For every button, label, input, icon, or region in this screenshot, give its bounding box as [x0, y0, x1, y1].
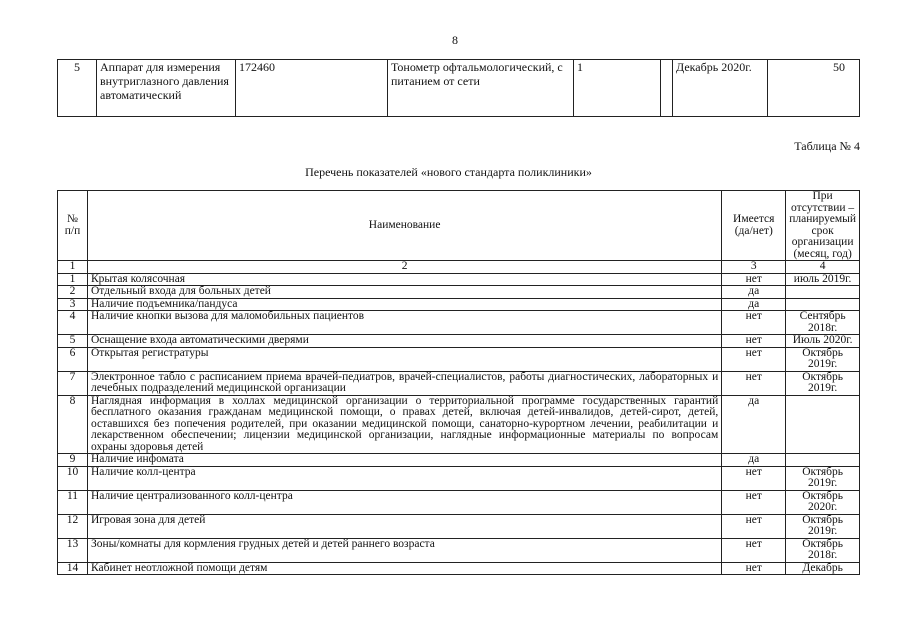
- equipment-name: Аппарат для измерения внутриглазного давления автоматический: [97, 60, 236, 117]
- table-row: [58, 273, 860, 286]
- page-number: 8: [452, 33, 458, 47]
- row-has: нет: [722, 311, 786, 335]
- table-row: [58, 335, 860, 348]
- row-has: нет: [722, 538, 786, 562]
- row-name: Оснащение входа автоматическими дверями: [88, 335, 722, 348]
- row-plan: [786, 286, 860, 299]
- row-name: Зоны/комнаты для кормления грудных детей и детей раннего возраста: [88, 538, 722, 562]
- row-plan: Декабрь: [786, 562, 860, 575]
- row-has: нет: [722, 335, 786, 348]
- row-name: Наличие колл-центра: [88, 466, 722, 490]
- row-num: 9: [58, 454, 88, 467]
- table-row: [58, 454, 860, 467]
- row-has: нет: [722, 273, 786, 286]
- row-has: нет: [722, 562, 786, 575]
- row-name: Игровая зона для детей: [88, 514, 722, 538]
- row-plan: Октябрь 2019г.: [786, 347, 860, 371]
- row-has: нет: [722, 466, 786, 490]
- table-row: [58, 538, 860, 562]
- row-plan: Октябрь 2018г.: [786, 538, 860, 562]
- table-row: [58, 60, 860, 117]
- table-title: Перечень показателей «нового стандарта поликлиники»: [305, 165, 592, 179]
- row-num: 11: [58, 490, 88, 514]
- row-has: нет: [722, 347, 786, 371]
- equipment-quantity: 1: [574, 60, 661, 117]
- row-num: 8: [58, 395, 88, 454]
- row-plan: [786, 454, 860, 467]
- row-plan: Октябрь 2019г.: [786, 514, 860, 538]
- table-row: [58, 514, 860, 538]
- row-has: да: [722, 454, 786, 467]
- row-name: Открытая регистратуры: [88, 347, 722, 371]
- equipment-table: [57, 59, 860, 117]
- row-plan: июль 2019г.: [786, 273, 860, 286]
- row-name: Электронное табло с расписанием приема врачей-педиатров, врачей-специалистов, работы диагностических, лабораторных и лечебных подразделений медицинской организации: [88, 371, 722, 395]
- table-row: [58, 395, 860, 454]
- header-name: Наименование: [88, 191, 722, 261]
- equipment-num: 5: [58, 60, 97, 117]
- row-name: Наличие кнопки вызова для маломобильных пациентов: [88, 311, 722, 335]
- row-has: да: [722, 298, 786, 311]
- row-name: Отдельный входа для больных детей: [88, 286, 722, 299]
- table-row: [58, 311, 860, 335]
- row-has: нет: [722, 490, 786, 514]
- row-plan: [786, 298, 860, 311]
- row-plan: Октябрь 2019г.: [786, 371, 860, 395]
- row-num: 5: [58, 335, 88, 348]
- row-has: да: [722, 286, 786, 299]
- row-has: нет: [722, 371, 786, 395]
- column-index: 1: [58, 261, 88, 274]
- row-has: нет: [722, 514, 786, 538]
- column-index-row: [58, 261, 860, 274]
- row-plan: Сентябрь 2018г.: [786, 311, 860, 335]
- row-num: 1: [58, 273, 88, 286]
- row-plan: Октябрь 2019г.: [786, 466, 860, 490]
- row-plan: Июль 2020г.: [786, 335, 860, 348]
- row-num: 6: [58, 347, 88, 371]
- row-num: 10: [58, 466, 88, 490]
- equipment-code: 172460: [236, 60, 388, 117]
- header-plan: При отсутствии – планируемый срок организации (месяц, год): [786, 191, 860, 261]
- equipment-empty: [661, 60, 673, 117]
- row-num: 3: [58, 298, 88, 311]
- table-row: [58, 371, 860, 395]
- table-label: Таблица № 4: [794, 139, 860, 153]
- table-row: [58, 347, 860, 371]
- header-row: [58, 191, 860, 261]
- row-plan: [786, 395, 860, 454]
- table-row: [58, 286, 860, 299]
- header-num: № п/п: [58, 191, 88, 261]
- equipment-amount: 50: [768, 60, 860, 117]
- row-num: 13: [58, 538, 88, 562]
- equipment-description: Тонометр офтальмологический, с питанием от сети: [388, 60, 574, 117]
- row-name: Крытая колясочная: [88, 273, 722, 286]
- row-name: Наличие инфомата: [88, 454, 722, 467]
- row-num: 12: [58, 514, 88, 538]
- column-index: 4: [786, 261, 860, 274]
- column-index: 2: [88, 261, 722, 274]
- row-plan: Октябрь 2020г.: [786, 490, 860, 514]
- column-index: 3: [722, 261, 786, 274]
- table-row: [58, 298, 860, 311]
- table-row: [58, 562, 860, 575]
- row-name: Наличие подъемника/пандуса: [88, 298, 722, 311]
- indicators-table: [57, 190, 860, 575]
- row-num: 14: [58, 562, 88, 575]
- table-row: [58, 466, 860, 490]
- row-has: да: [722, 395, 786, 454]
- row-name: Кабинет неотложной помощи детям: [88, 562, 722, 575]
- row-num: 7: [58, 371, 88, 395]
- row-num: 4: [58, 311, 88, 335]
- row-num: 2: [58, 286, 88, 299]
- row-name: Наглядная информация в холлах медицинской организации о территориальной программе государственных гарантий бесплатного оказания гражданам медицинской помощи, о правах детей, включая детей-инвалидов, детей-сирот, детей, оставшихся без попечения родителей, при оказании медицинской помощи, санаторно-курортном лечении, реабилитации и лекарственном обеспечении; лицензии медицинской организации, наглядные информационные материалы по вопросам охраны здоровья детей: [88, 395, 722, 454]
- header-has: Имеется (да/нет): [722, 191, 786, 261]
- table-row: [58, 490, 860, 514]
- row-name: Наличие централизованного колл-центра: [88, 490, 722, 514]
- equipment-date: Декабрь 2020г.: [673, 60, 768, 117]
